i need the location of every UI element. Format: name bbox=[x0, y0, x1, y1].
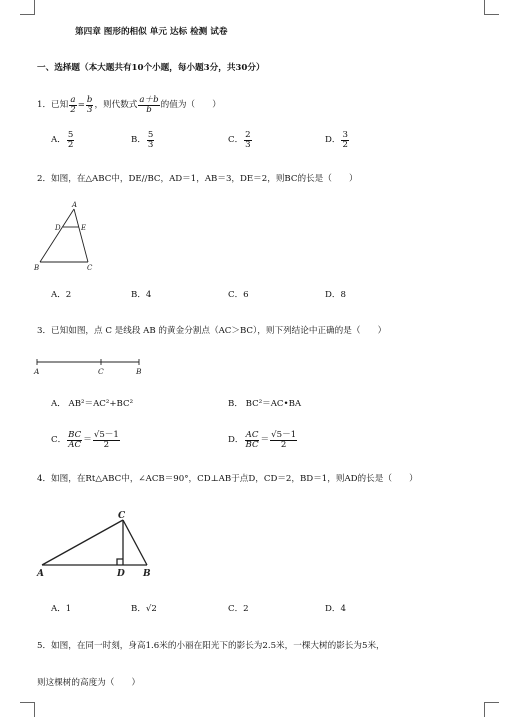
q2-label-a: A bbox=[72, 201, 78, 209]
q3-option-c-eq: ＝ bbox=[83, 435, 92, 445]
q1-option-a-den: 2 bbox=[67, 140, 74, 150]
q3-option-d-rnum: √5－1 bbox=[271, 430, 297, 440]
q1-option-a-label: A． bbox=[51, 135, 66, 145]
q1-option-c-frac bbox=[244, 131, 251, 150]
q1-frac-a-den: 2 bbox=[70, 105, 76, 115]
q2-triangle-figure bbox=[30, 200, 105, 275]
q1-suffix: 的值为（ ） bbox=[160, 100, 221, 110]
section-heading: 一、选择题（本大题共有10个小题，每小题3分，共30分） bbox=[37, 63, 265, 73]
q1-option-d bbox=[325, 131, 350, 150]
q2-label-d: D bbox=[55, 224, 61, 232]
q3-option-d-rden: 2 bbox=[280, 440, 287, 450]
q1-frac-b-den: 3 bbox=[86, 105, 93, 115]
q3-option-c-right bbox=[93, 431, 120, 450]
q3-option-c-rden: 2 bbox=[103, 440, 110, 450]
q1-option-c-den: 3 bbox=[245, 140, 251, 150]
q3-option-d-label: D． bbox=[228, 435, 244, 445]
q1-middle: ，则代数式 bbox=[94, 100, 138, 110]
q1-option-d-num: 3 bbox=[342, 130, 348, 140]
q4-label-a: A bbox=[37, 569, 44, 579]
q4-label-d: D bbox=[117, 569, 125, 579]
q3-option-d-eq: ＝ bbox=[260, 435, 270, 445]
q1-option-d-den: 2 bbox=[342, 140, 348, 150]
q1-frac-expr-den: b bbox=[146, 105, 152, 115]
question-4: 4．如图，在Rt△ABC中，∠ACB＝90°，CD⊥AB于点D，CD＝2，BD＝1，则AD的长是（ ） bbox=[37, 474, 418, 484]
q3-option-c-lden: AC bbox=[68, 440, 82, 450]
q2-label-e: E bbox=[81, 224, 87, 232]
crop-mark-bottom-right bbox=[484, 702, 499, 717]
page-title: 第四章 图形的相似 单元 达标 检测 试卷 bbox=[75, 27, 228, 37]
q3-option-d-lnum: AC bbox=[245, 430, 259, 440]
q2-label-c: C bbox=[87, 264, 93, 272]
q4-option-c: C．2 bbox=[228, 604, 249, 614]
q4-right-triangle-figure bbox=[34, 508, 159, 583]
q3-option-a: A． AB²＝AC²+BC² bbox=[51, 399, 134, 409]
q1-frac-a-num: a bbox=[70, 95, 76, 105]
q3-option-d bbox=[228, 431, 298, 450]
question-3: 3．已知如图，点 C 是线段 AB 的黄金分割点（AC＞BC），则下列结论中正确的是（ ） bbox=[37, 326, 387, 336]
q1-option-c bbox=[228, 131, 253, 150]
q1-option-d-label: D． bbox=[325, 135, 341, 145]
q1-option-b-den: 3 bbox=[147, 140, 154, 150]
q3-label-c: C bbox=[98, 367, 104, 376]
question-5-line-2: 则这棵树的高度为（ ） bbox=[37, 678, 141, 688]
q1-frac-b-num: b bbox=[86, 95, 93, 105]
q4-option-a: A．1 bbox=[51, 604, 72, 614]
q1-frac-expr bbox=[138, 96, 159, 115]
q4-label-c: C bbox=[118, 511, 126, 521]
q1-option-b-label: B． bbox=[131, 135, 146, 145]
q1-eq: = bbox=[77, 100, 85, 110]
q3-option-d-lden: BC bbox=[245, 440, 259, 450]
q1-option-a-num: 5 bbox=[67, 130, 74, 140]
q3-label-b: B bbox=[136, 367, 142, 376]
q2-option-b: B．4 bbox=[131, 290, 152, 300]
q3-label-a: A bbox=[34, 367, 40, 376]
q2-option-c: C．6 bbox=[228, 290, 249, 300]
q3-option-d-right bbox=[270, 431, 297, 450]
q1-option-b-num: 5 bbox=[147, 130, 154, 140]
q1-prefix: 1．已知 bbox=[37, 100, 69, 110]
q3-option-b: B． BC²＝AC•BA bbox=[228, 399, 302, 409]
q3-option-d-left bbox=[244, 431, 259, 450]
q3-option-c-lnum: BC bbox=[68, 430, 82, 440]
q1-option-b bbox=[131, 131, 155, 150]
q1-option-a bbox=[51, 131, 75, 150]
q1-frac-b bbox=[86, 96, 94, 115]
q3-option-c bbox=[51, 431, 121, 450]
question-5-line-1: 5．如图，在同一时刻，身高1.6米的小丽在阳光下的影长为2.5米，一棵大树的影长为5米， bbox=[37, 641, 385, 651]
q1-option-d-frac bbox=[341, 131, 348, 150]
q3-option-c-rnum: √5－1 bbox=[93, 430, 119, 440]
q4-option-b: B．√2 bbox=[131, 604, 157, 614]
q4-option-d: D．4 bbox=[325, 604, 346, 614]
q2-option-a: A．2 bbox=[51, 290, 72, 300]
q1-frac-a bbox=[69, 96, 76, 115]
crop-mark-top-left bbox=[20, 0, 35, 15]
q2-label-b: B bbox=[34, 264, 40, 272]
q4-label-b: B bbox=[143, 569, 151, 579]
crop-mark-top-right bbox=[484, 0, 499, 15]
question-1 bbox=[37, 96, 221, 115]
q1-option-b-frac bbox=[147, 131, 154, 150]
q1-frac-expr-num: a＋b bbox=[139, 95, 159, 105]
q3-option-c-left bbox=[67, 431, 82, 450]
q2-option-d: D．8 bbox=[325, 290, 346, 300]
question-2: 2．如图，在△ABC中，DE//BC，AD＝1，AB＝3，DE＝2，则BC的长是（ ） bbox=[37, 174, 358, 184]
q1-option-c-label: C． bbox=[228, 135, 244, 145]
crop-mark-bottom-left bbox=[20, 702, 35, 717]
q3-option-c-label: C． bbox=[51, 435, 67, 445]
q1-option-a-frac bbox=[67, 131, 74, 150]
q3-segment-figure bbox=[32, 356, 150, 378]
q1-option-c-num: 2 bbox=[245, 130, 251, 140]
